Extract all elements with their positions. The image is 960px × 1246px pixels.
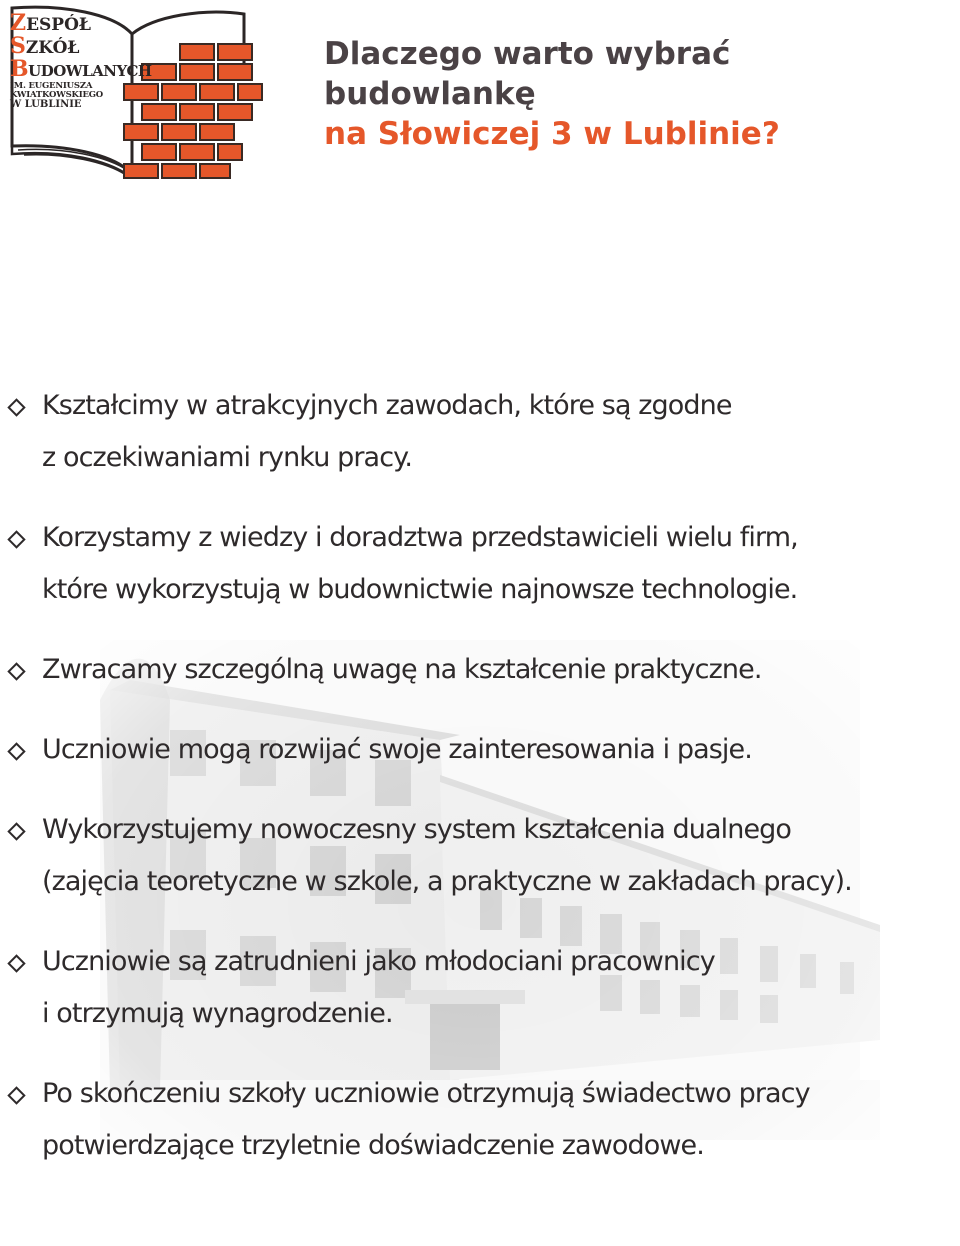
list-item-text: Zwracamy szczególną uwagę na kształcenie praktyczne. (42, 654, 762, 685)
list-item (0, 804, 960, 908)
benefits-list (0, 380, 960, 1200)
diamond-bullet-icon (7, 822, 25, 840)
list-item (0, 380, 960, 484)
diamond-bullet-icon (7, 954, 25, 972)
list-item-text: Korzystamy z wiedzy i doradztwa przedstawicieli wielu firm, które wykorzystują w budownictwie najnowsze technologie. (42, 522, 798, 605)
list-item (0, 936, 960, 1040)
list-item-text: Uczniowie mogą rozwijać swoje zainteresowania i pasje. (42, 734, 752, 765)
title-line-2: budowlankę (324, 76, 536, 112)
diamond-bullet-icon (7, 398, 25, 416)
title-line-1: Dlaczego warto wybrać (324, 36, 731, 72)
list-item (0, 512, 960, 616)
list-item (0, 724, 960, 776)
title-line-3: na Słowiczej 3 w Lublinie? (324, 116, 780, 152)
list-item (0, 644, 960, 696)
school-name: ZESPÓŁ SZKÓŁ BUDOWLANYCH IM. EUGENIUSZA KWIATKOWSKIEGO W LUBLINIE (10, 10, 152, 111)
page-title (324, 34, 924, 154)
list-item (0, 1068, 960, 1172)
diamond-bullet-icon (7, 530, 25, 548)
list-item-text: Wykorzystujemy nowoczesny system kształcenia dualnego (zajęcia teoretyczne w szkole, a praktyczne w zakładach pracy). (42, 814, 852, 897)
diamond-bullet-icon (7, 1086, 25, 1104)
diamond-bullet-icon (7, 742, 25, 760)
diamond-bullet-icon (7, 662, 25, 680)
school-logo (4, 4, 274, 182)
list-item-text: Uczniowie są zatrudnieni jako młodociani pracownicy i otrzymują wynagrodzenie. (42, 946, 715, 1029)
list-item-text: Kształcimy w atrakcyjnych zawodach, które są zgodne z oczekiwaniami rynku pracy. (42, 390, 732, 473)
list-item-text: Po skończeniu szkoły uczniowie otrzymują świadectwo pracy potwierdzające trzyletnie doświadczenie zawodowe. (42, 1078, 810, 1161)
